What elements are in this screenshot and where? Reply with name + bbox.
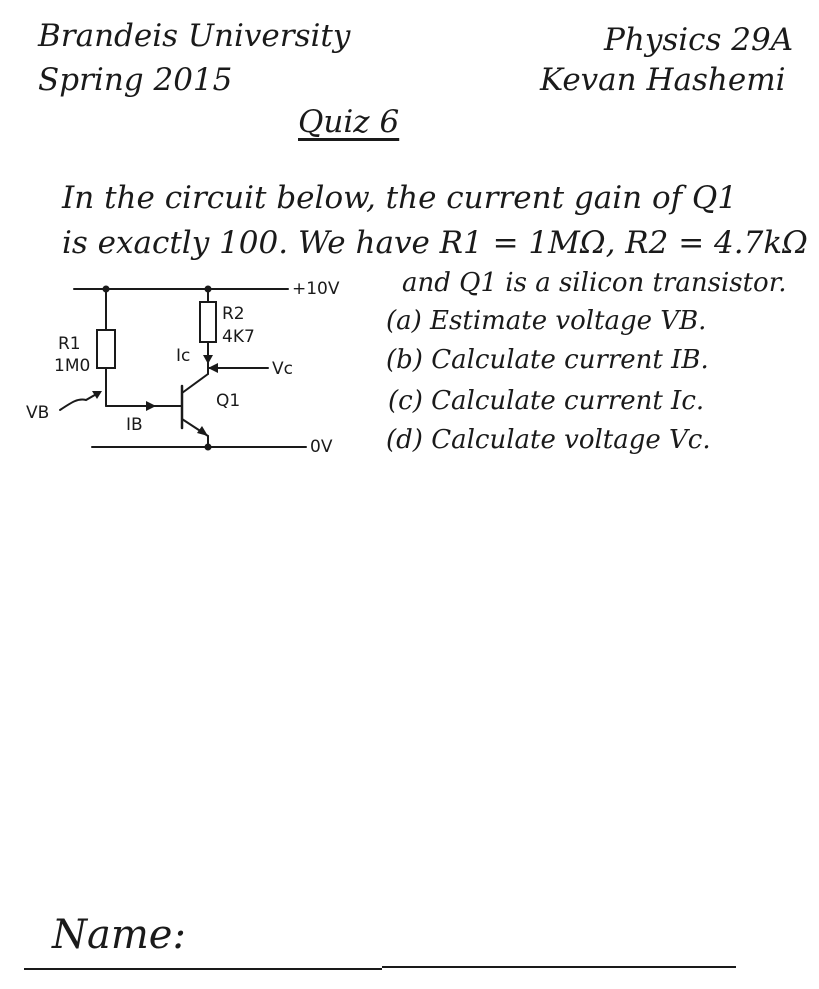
course: Physics 29A <box>604 22 794 58</box>
ground-label: 0V <box>310 437 333 457</box>
name-line-left <box>24 968 382 970</box>
name-line-right <box>382 966 736 968</box>
question-d: (d) Calculate voltage Vc. <box>386 425 711 455</box>
r2-name: R2 <box>222 304 245 324</box>
term: Spring 2015 <box>38 62 233 98</box>
problem-line-1: In the circuit below, the current gain of Q1 <box>62 180 738 216</box>
name-label: Name: <box>52 912 186 958</box>
question-b: (b) Calculate current IB. <box>386 345 709 375</box>
transistor-label: Q1 <box>216 391 241 411</box>
r1-resistor <box>97 330 115 368</box>
ib-label: IB <box>126 415 143 435</box>
ic-label: Ic <box>176 346 191 366</box>
vb-pointer <box>60 392 100 410</box>
problem-line-3: and Q1 is a silicon transistor. <box>402 268 787 298</box>
supply-label: +10V <box>292 279 340 299</box>
r2-resistor <box>200 302 216 342</box>
question-a: (a) Estimate voltage VB. <box>386 306 707 336</box>
r1-name: R1 <box>58 334 81 354</box>
vb-label: VB <box>26 403 50 423</box>
instructor: Kevan Hashemi <box>540 62 786 98</box>
problem-line-2: is exactly 100. We have R1 = 1MΩ, R2 = 4.7kΩ <box>62 225 808 261</box>
r2-value: 4K7 <box>222 327 255 347</box>
quiz-title: Quiz 6 <box>298 104 400 140</box>
vc-label: Vc <box>272 359 293 379</box>
institution: Brandeis University <box>38 18 351 54</box>
question-c: (c) Calculate current Ic. <box>388 386 705 416</box>
r1-value: 1M0 <box>54 356 91 376</box>
